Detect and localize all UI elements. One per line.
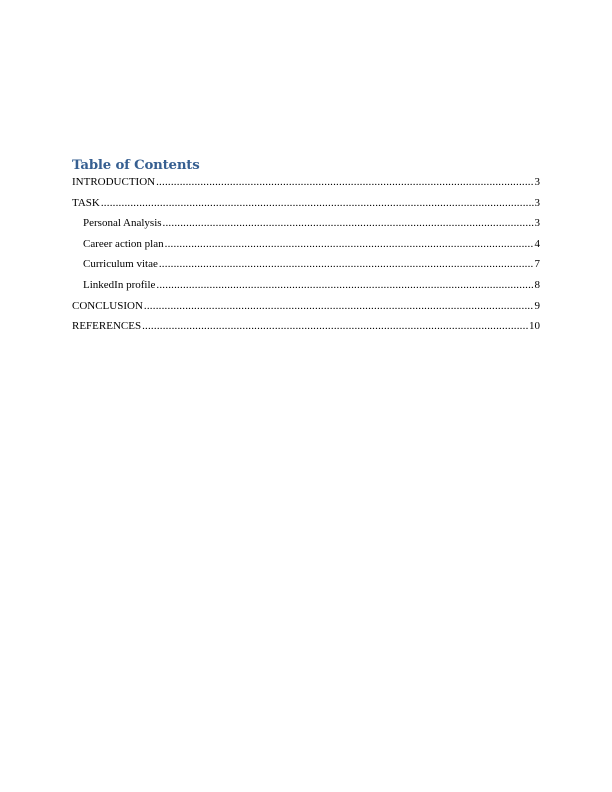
toc-entry-task[interactable] (72, 196, 540, 217)
toc-entry-curriculum-vitae[interactable] (72, 257, 540, 278)
toc-entry-personal-analysis[interactable] (72, 216, 540, 237)
toc-list (72, 175, 540, 340)
dot-leader (101, 196, 534, 210)
dot-leader (142, 319, 528, 333)
toc-entry-page-number[interactable]: 3 (534, 196, 540, 209)
toc-entry-label[interactable]: Personal Analysis (83, 217, 162, 230)
toc-entry-label[interactable]: CONCLUSION (72, 299, 143, 312)
toc-entry-page-number[interactable]: 4 (534, 237, 540, 250)
toc-entry-label[interactable]: Curriculum vitae (83, 258, 158, 271)
toc-entry-page-number[interactable]: 8 (534, 278, 540, 291)
table-of-contents (72, 157, 540, 340)
toc-entry-label[interactable]: INTRODUCTION (72, 176, 156, 188)
toc-entry-conclusion[interactable] (72, 299, 540, 320)
toc-entry-page-number[interactable]: 7 (534, 258, 540, 271)
toc-entry-career-action-plan[interactable] (72, 237, 540, 258)
toc-entry-label[interactable]: TASK (72, 196, 100, 209)
toc-entry-page-number[interactable]: 3 (534, 176, 540, 188)
dot-leader (159, 257, 534, 271)
toc-entry-label[interactable]: LinkedIn profile (83, 278, 156, 291)
toc-entry-label[interactable]: REFERENCES (72, 320, 142, 333)
dot-leader (163, 216, 534, 230)
toc-entry-linkedin-profile[interactable] (72, 278, 540, 299)
toc-entry-page-number[interactable]: 9 (534, 299, 540, 312)
toc-entry-references[interactable] (72, 319, 540, 340)
toc-title: Table of Contents (72, 158, 200, 173)
dot-leader (144, 299, 534, 313)
toc-entry-label[interactable]: Career action plan (83, 237, 164, 250)
toc-entry-page-number[interactable]: 3 (534, 217, 540, 230)
dot-leader (156, 175, 533, 189)
toc-entry-introduction[interactable] (72, 175, 540, 196)
toc-entry-page-number[interactable]: 10 (529, 320, 540, 333)
dot-leader (156, 278, 533, 292)
dot-leader (165, 237, 534, 251)
